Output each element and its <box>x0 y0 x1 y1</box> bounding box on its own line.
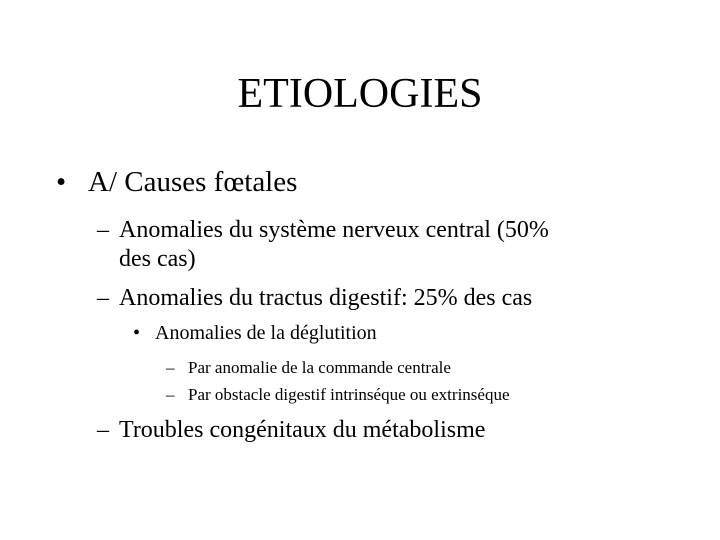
level4-text: Par obstacle digestif intrinséque ou extrinséque <box>188 385 510 404</box>
bullet-marker: • <box>56 166 67 198</box>
dash-marker: – <box>97 285 109 311</box>
dash-marker: – <box>97 217 109 243</box>
subbullet-text: Anomalies du tractus digestif: 25% des cas <box>119 285 533 311</box>
subbullet-snc <box>97 216 697 274</box>
subsubbullet-deglutition <box>133 321 633 345</box>
subbullet-text-line2: des cas) <box>119 246 196 272</box>
level4-text: Par anomalie de la commande centrale <box>188 358 451 377</box>
dash-marker: – <box>166 385 175 404</box>
level4-commande-centrale <box>166 357 666 378</box>
bullet-marker: • <box>133 322 141 344</box>
level4-obstacle-digestif <box>166 384 686 405</box>
subbullet-metabolisme <box>97 416 697 445</box>
dash-marker: – <box>166 358 175 377</box>
slide-title: ETIOLOGIES <box>237 71 483 117</box>
subsubbullet-text: Anomalies de la déglutition <box>155 322 377 344</box>
bullet-text: A/ Causes fœtales <box>88 166 298 198</box>
subbullet-text-line1: Anomalies du système nerveux central (50% <box>119 217 549 243</box>
dash-marker: – <box>97 417 109 443</box>
subbullet-digestif <box>97 284 697 313</box>
subbullet-text: Troubles congénitaux du métabolisme <box>119 417 486 443</box>
